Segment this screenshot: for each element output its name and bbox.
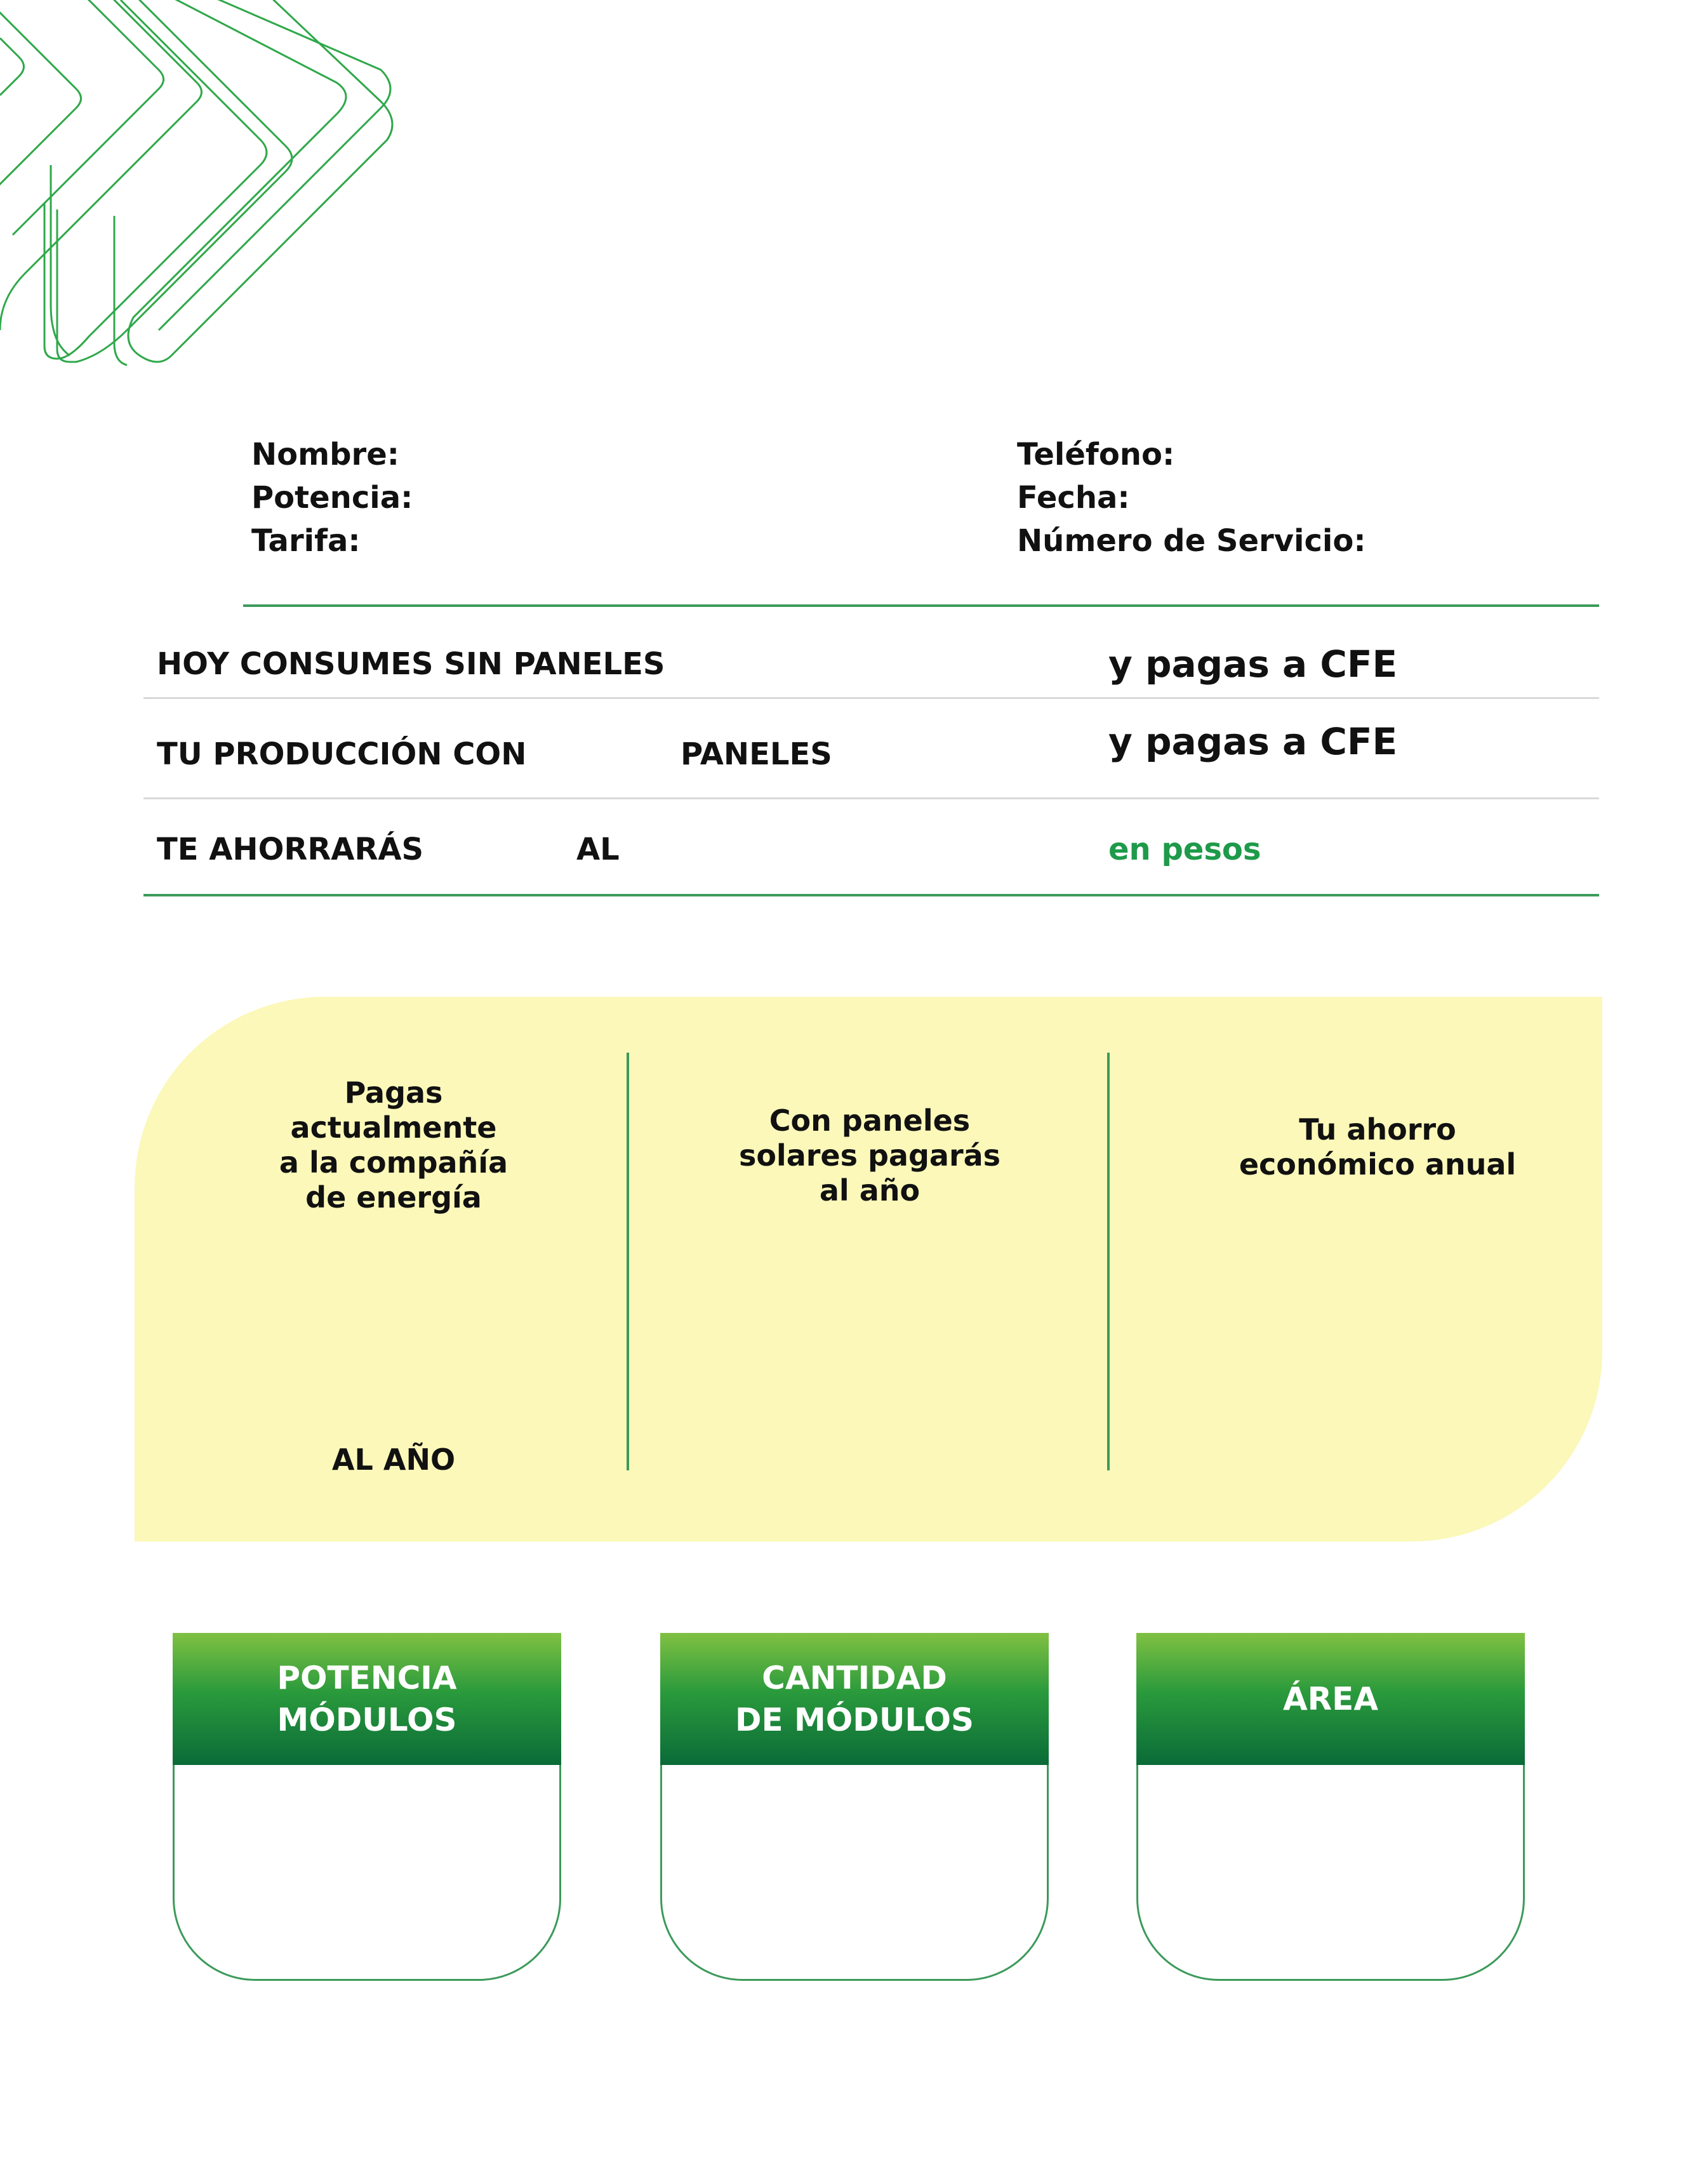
divider-line — [243, 604, 1599, 607]
solar-payment-title: Con paneles solares pagarás al año — [738, 1103, 1001, 1208]
client-info-right — [1017, 433, 1366, 563]
power-label: Potencia: — [251, 480, 413, 516]
row2-label: TU PRODUCCIÓN CON — [157, 736, 527, 772]
row3-middle: AL — [576, 832, 620, 867]
divider-line — [143, 697, 1599, 699]
row2-middle: PANELES — [681, 736, 832, 772]
module-power-title: POTENCIA MÓDULOS — [173, 1633, 561, 1765]
panel-separator — [627, 1053, 629, 1470]
divider-line — [143, 797, 1599, 799]
divider-line — [143, 894, 1599, 896]
client-info-left — [251, 433, 413, 563]
row3-right: en pesos — [1108, 832, 1261, 867]
panel-separator — [1107, 1053, 1110, 1470]
decorative-chevrons-icon — [0, 0, 406, 381]
row1-right: y pagas a CFE — [1108, 643, 1398, 686]
module-quantity-title: CANTIDAD DE MÓDULOS — [660, 1633, 1049, 1765]
area-card — [1136, 1633, 1525, 1981]
service-number-label: Número de Servicio: — [1017, 523, 1366, 559]
date-label: Fecha: — [1017, 480, 1130, 516]
current-payment-footer: AL AÑO — [331, 1442, 456, 1477]
name-label: Nombre: — [251, 437, 399, 472]
phone-label: Teléfono: — [1017, 437, 1175, 472]
module-quantity-card — [660, 1633, 1049, 1981]
tariff-label: Tarifa: — [251, 523, 361, 559]
annual-savings-title: Tu ahorro económico anual — [1239, 1112, 1517, 1182]
row2-right: y pagas a CFE — [1108, 720, 1398, 763]
area-title: ÁREA — [1136, 1633, 1525, 1765]
current-payment-title: Pagas actualmente a la compañía de energía — [279, 1075, 508, 1215]
row3-label: TE AHORRARÁS — [157, 832, 424, 867]
module-power-card — [173, 1633, 561, 1981]
row1-label: HOY CONSUMES SIN PANELES — [157, 646, 665, 682]
